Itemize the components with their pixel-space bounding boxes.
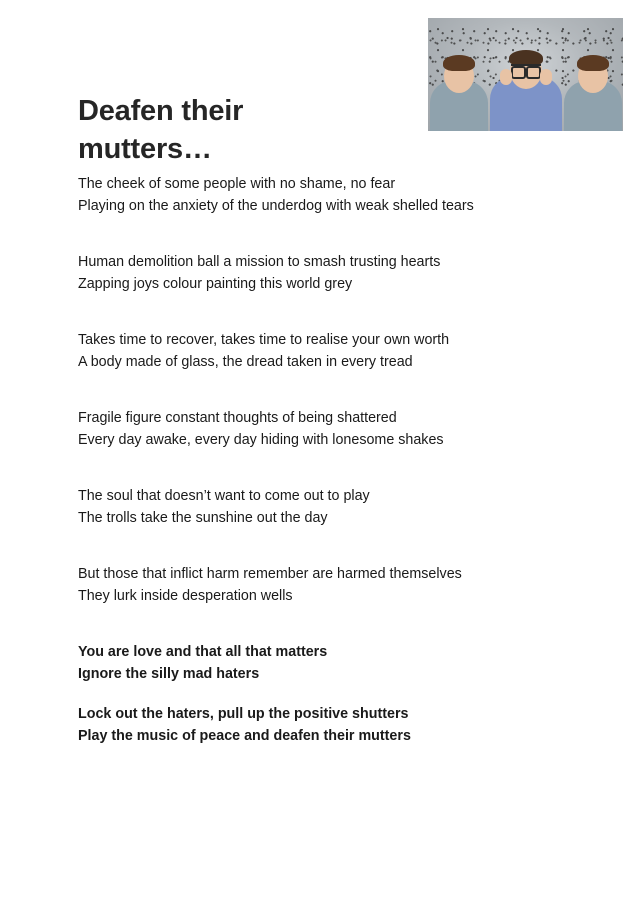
stanza [78, 251, 598, 295]
lyrics-body [78, 173, 598, 747]
stanza [78, 485, 598, 529]
lyric-line: Lock out the haters, pull up the positive shutters [78, 706, 409, 722]
stanza [78, 407, 598, 451]
lyric-line: Takes time to recover, takes time to realise your own worth [78, 332, 450, 348]
lyric-line: The trolls take the sunshine out the day [78, 510, 328, 526]
lyric-line: They lurk inside desperation wells [78, 588, 293, 604]
lyric-line: Play the music of peace and deafen their mutters [78, 728, 411, 744]
lyric-line: You are love and that all that matters [78, 644, 328, 660]
lyric-line: But those that inflict harm remember are harmed themselves [78, 566, 462, 582]
page-title [78, 93, 408, 167]
lyric-line: The cheek of some people with no shame, no fear [78, 176, 396, 192]
lyric-line: Playing on the anxiety of the underdog with weak shelled tears [78, 198, 474, 214]
page-title-line-2: mutters… [78, 132, 212, 165]
lyric-line: Ignore the silly mad haters [78, 666, 260, 682]
lyric-line: Every day awake, every day hiding with lonesome shakes [78, 432, 444, 448]
glasses-icon [511, 64, 541, 75]
lyric-line: A body made of glass, the dread taken in every tread [78, 354, 413, 370]
stanza [78, 173, 598, 217]
stanza [78, 703, 598, 747]
person-center-figure [490, 39, 562, 131]
stanza [78, 563, 598, 607]
person-left-hair [443, 55, 475, 71]
lyric-line: The soul that doesn’t want to come out to play [78, 488, 370, 504]
lyric-line: Zapping joys colour painting this world grey [78, 276, 353, 292]
person-right-figure [564, 51, 622, 131]
page-title-line-1: Deafen their [78, 95, 244, 128]
stanza [78, 641, 598, 685]
stanza [78, 329, 598, 373]
person-right-hair [577, 55, 609, 71]
header-photo [428, 18, 623, 131]
person-left-figure [430, 51, 488, 131]
lyric-line: Human demolition ball a mission to smash trusting hearts [78, 254, 441, 270]
person-center-hand-right [540, 69, 552, 85]
person-center-hand-left [500, 69, 512, 85]
lyric-line: Fragile figure constant thoughts of being shattered [78, 410, 397, 426]
